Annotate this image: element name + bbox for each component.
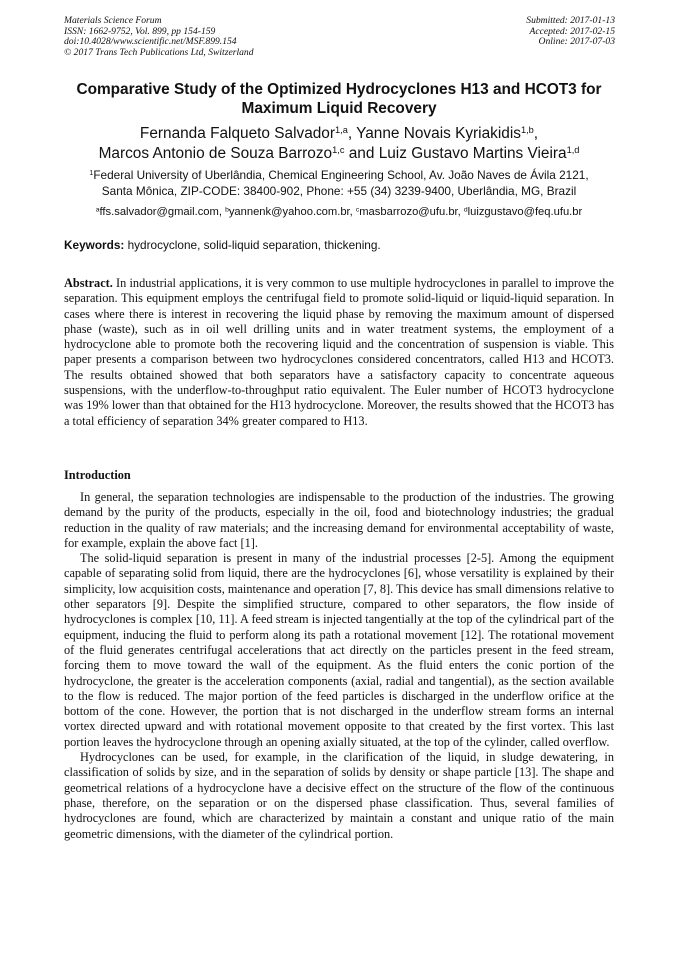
paragraph: Hydrocyclones can be used, for example, in the clarification of the liquid, in sludge dewatering, in classification of solids by size, and in the separation of solids by density or shape particle [13]. The shape and geometrical relations of a hydrocyclone have a decisive effect on the structure of the flow of the continuous phase, therefore, on the separation or on the dispersed phase classification. Thus, several families of hydrocyclones are found, which are characterized by maintain a constant and unique ratio of the main geometric dimensions, with the diameter of the cylindrical portion. <box>64 750 614 841</box>
affiliation-line: Santa Mônica, ZIP-CODE: 38400-902, Phone: +55 (34) 3239-9400, Uberlândia, MG, Brazil <box>101 183 577 198</box>
doi-line: doi:10.4028/www.scientific.net/MSF.899.154 <box>64 36 237 48</box>
author-affiliation-mark: 1,c <box>332 144 345 155</box>
introduction-body <box>64 490 614 842</box>
author-name: Luiz Gustavo Martins Vieira <box>378 144 567 162</box>
paper-title: Comparative Study of the Optimized Hydrocyclones H13 and HCOT3 for Maximum Liquid Recovery <box>76 81 602 117</box>
author-emails <box>40 205 638 219</box>
accepted-date: Accepted: 2017-02-15 <box>529 25 615 37</box>
paragraph: The solid-liquid separation is present in many of the industrial processes [2-5]. Among the equipment capable of separating solid from liquid, there are the hydrocyclones [6], whose versatility is explained by their simplicity, low acquisition costs, maintenance and operation [7, 8]. This device has small dimensions relative to other separators [9]. Despite the simplified structure, compared to other separators, the flow inside of hydrocyclones is complex [10, 11]. A feed stream is injected tangentially at the top of the cylindrical part of the equipment, inducing the fluid to perform along its path a rotational movement [12]. The rotational movement of the fluid generates centrifugal accelerations that act directly on the particles present in the feed stream, forcing them to move toward the wall of the equipment. As the fluid enters the conic portion of the hydrocyclone, the greater is the acceleration components (axial, radial and tangential), as the section available to the flow is reduced. The major portion of the feed particles is discharged in the underflow orifice at the bottom of the cone. However, the portion that is not discharged in the underflow stream forms an internal vortex directed upward and with rotational movement opposite to that created by the first vortex. This last portion leaves the hydrocyclone through an opening axially situated, at the top of the cylinder, called overflow. <box>64 551 614 749</box>
affiliation-line: Federal University of Uberlândia, Chemical Engineering School, Av. João Naves de Ávila 2121, <box>93 168 589 182</box>
author-affiliation-mark: 1,a <box>335 124 348 135</box>
author-name: Fernanda Falqueto Salvador <box>139 125 335 142</box>
email-mark: a <box>95 206 100 214</box>
author-affiliation-mark: 1,b <box>520 124 534 135</box>
author-affiliation-mark: 1,d <box>566 144 580 155</box>
copyright-line: © 2017 Trans Tech Publications Ltd, Switzerland <box>64 46 254 58</box>
keywords <box>64 238 614 253</box>
online-date: Online: 2017-07-03 <box>538 36 615 48</box>
keywords-label: Keywords: <box>64 238 125 252</box>
issn-line: ISSN: 1662-9752, Vol. 899, pp 154-159 <box>64 25 216 37</box>
email-mark: b <box>225 206 229 214</box>
email-address: luizgustavo@feq.ufu.br <box>467 206 583 218</box>
paragraph: In general, the separation technologies are indispensable to the production of the industries. The growing demand by the purity of the products, especially in the oil, food and biotechnology industries; the gradual reduction in the quality of raw materials; and the increasing demand for environmental acceptability of waste, for example, explain the above fact [1]. <box>64 490 614 550</box>
author-name: Yanne Novais Kyriakidis <box>356 125 521 142</box>
email-mark: c <box>355 206 360 214</box>
submitted-date: Submitted: 2017-01-13 <box>526 15 615 26</box>
journal-name: Materials Science Forum <box>64 15 162 26</box>
abstract-label: Abstract. <box>64 276 113 290</box>
affiliation-mark: 1 <box>89 169 94 178</box>
abstract <box>64 276 614 429</box>
email-mark: d <box>463 206 468 214</box>
affiliation <box>40 168 638 200</box>
abstract-text: In industrial applications, it is very common to use multiple hydrocyclones in parallel to improve the separation. This equipment employs the centrifugal field to promote solid-liquid or liquid-liquid separation. In cases where there is interest in recovering the liquid phase by removing the maximum amount of dispersed phase (waste), such as in oil well drilling units and in water treatment systems, the employment of a hydrocyclone able to promote both the recovering liquid and the concentration of suspension is viable. This paper presents a comparison between two hydrocyclones considered concentrators, called H13 and HCOT3. The results obtained showed that both separators have a satisfactory capacity to concentrate aqueous suspensions, with the underflow-to-throughput ratio equivalent. The Euler number of HCOT3 hydrocyclone was 19% lower than that obtained for the H13 hydrocyclone. Moreover, the results showed that the HCOT3 has a total efficiency of separation 34% greater compared to H13. <box>64 276 614 428</box>
email-address: masbarrozo@ufu.br, <box>359 206 464 218</box>
author-name: Marcos Antonio de Souza Barrozo <box>98 144 333 162</box>
section-heading-introduction: Introduction <box>64 468 131 482</box>
publication-dates <box>526 16 615 48</box>
author-conjunction: and <box>344 144 379 162</box>
email-address: ffs.salvador@gmail.com, <box>99 206 226 218</box>
journal-info <box>64 16 254 58</box>
author-list: Fernanda Falqueto Salvador$^{1,a}$, Yanne Novais Kyriakidis$^{1,b}$, Marcos Antonio de Souza Barrozo$^{1,c}$ and Luiz Gustavo Martins Vieira$^{1,d}$ <box>98 124 580 162</box>
email-address: yannenk@yahoo.com.br, <box>228 206 356 218</box>
keywords-text: hydrocyclone, solid-liquid separation, thickening. <box>124 238 381 252</box>
